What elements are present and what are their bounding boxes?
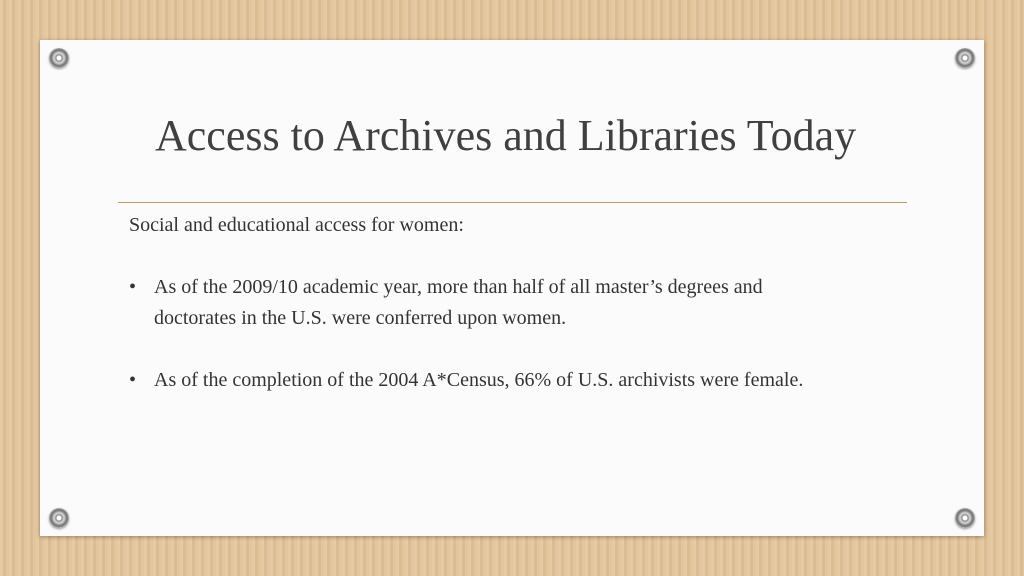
bullet-item bbox=[129, 365, 849, 396]
intro-text: Social and educational access for women: bbox=[129, 214, 464, 236]
title-divider bbox=[118, 202, 907, 203]
bullet-list bbox=[129, 272, 849, 396]
slide-title: Access to Archives and Libraries Today bbox=[155, 111, 857, 160]
pin-icon bbox=[49, 48, 69, 68]
pin-icon bbox=[955, 508, 975, 528]
bullet-text: As of the 2009/10 academic year, more than half of all master’s degrees and doctorates in the U.S. were conferred upon women. bbox=[154, 276, 763, 329]
bullet-text: As of the completion of the 2004 A*Census, 66% of U.S. archivists were female. bbox=[154, 369, 804, 391]
pin-icon bbox=[49, 508, 69, 528]
slide-content bbox=[129, 210, 849, 396]
slide-board bbox=[40, 40, 984, 536]
bullet-icon: • bbox=[129, 369, 137, 391]
bullet-icon: • bbox=[129, 276, 137, 298]
bullet-item bbox=[129, 272, 849, 334]
pin-icon bbox=[955, 48, 975, 68]
